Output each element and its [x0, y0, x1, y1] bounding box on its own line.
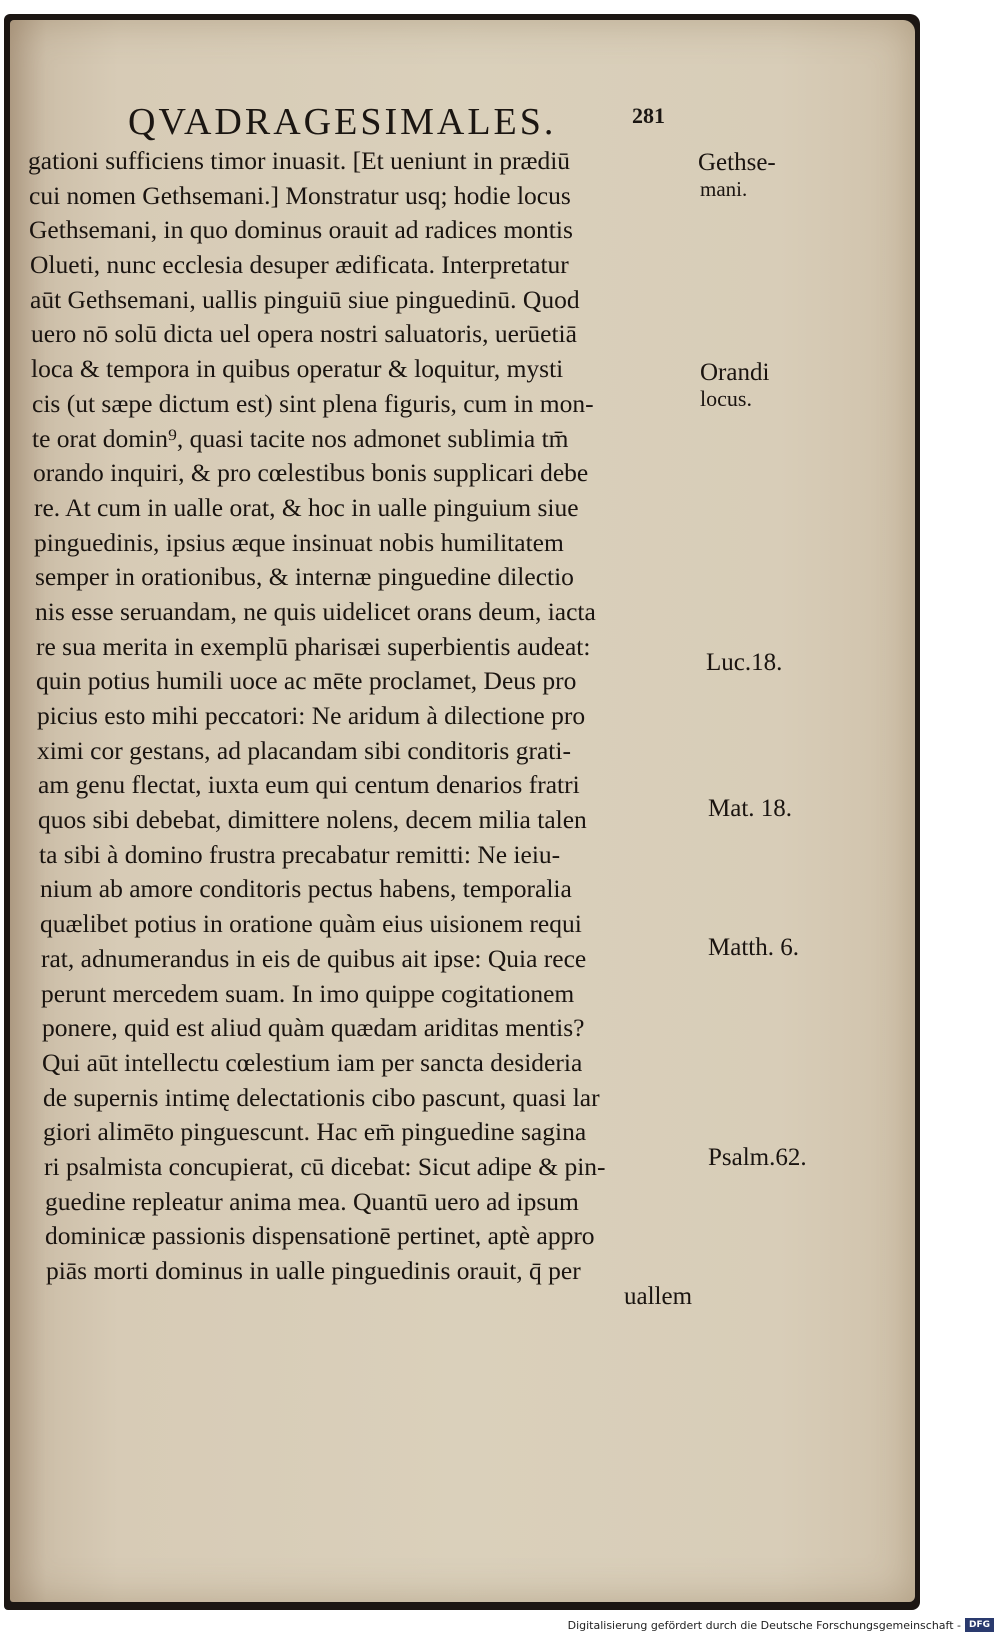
text-line: loca & tempora in quibus operatur & loquitur, mysti — [31, 354, 564, 384]
text-line: giori alimēto pinguescunt. Hac em̄ pinguedine sagina — [43, 1117, 587, 1147]
body-text — [28, 144, 718, 1289]
marginal-note-gethsemani — [698, 150, 776, 202]
text-line: nium ab amore conditoris pectus habens, temporalia — [40, 874, 572, 904]
text-line: Gethsemani, in quo dominus orauit ad radices montis — [29, 215, 573, 245]
marginal-line: Mat. 18. — [708, 795, 793, 822]
text-line: Olueti, nunc ecclesia desuper ædificata. Interpretatur — [30, 250, 569, 280]
text-line: semper in orationibus, & internæ pinguedine dilectio — [35, 562, 574, 592]
text-line: de supernis intimę delectationis cibo pascunt, quasi lar — [43, 1082, 600, 1112]
text-line: ximi cor gestans, ad placandam sibi conditoris grati- — [37, 735, 571, 765]
text-line: gationi sufficiens timor inuasit. [Et ueniunt in prædiū — [28, 146, 571, 175]
text-line: re sua merita in exemplū pharisæi superbientis audeat: — [36, 631, 591, 661]
marginal-note-luc — [706, 650, 782, 676]
text-line: picius esto mihi peccatori: Ne aridum à dilectione pro — [37, 701, 586, 730]
marginal-line: locus. — [700, 386, 752, 411]
text-line: aūt Gethsemani, uallis pinguiū siue pinguedinū. Quod — [30, 284, 580, 314]
text-line: Qui aūt intellectu cœlestium iam per sancta desideria — [42, 1047, 583, 1077]
folio-number: 281 — [632, 103, 665, 128]
text-line: am genu flectat, iuxta eum qui centum denarios fratri — [38, 770, 580, 800]
marginal-line: Orandi — [700, 359, 770, 386]
marginal-line: Matth. 6. — [708, 934, 799, 961]
text-line: cui nomen Gethsemani.] Monstratur usq; hodie locus — [29, 180, 571, 210]
digitization-credit — [568, 1618, 994, 1632]
marginal-line: Luc.18. — [706, 649, 783, 676]
text-line: rat, adnumerandus in eis de quibus ait ipse: Quia rece — [41, 943, 587, 973]
text-line: ta sibi à domino frustra precabatur remitti: Ne ieiu- — [39, 839, 561, 869]
text-line: ri psalmista concupierat, cū dicebat: Sicut adipe & pin- — [44, 1151, 606, 1181]
text-line: quos sibi debebat, dimittere nolens, decem milia talen — [38, 805, 587, 835]
text-line: dominicæ passionis dispensationē pertinet, aptè appro — [45, 1221, 595, 1251]
text-line: quin potius humili uoce ac mēte proclamet, Deus pro — [36, 666, 577, 696]
running-head: QVADRAGESIMALES. — [128, 101, 557, 143]
text-line: pinguedinis, ipsius æque insinuat nobis humilitatem — [34, 527, 564, 557]
marginal-line: Psalm.62. — [708, 1144, 807, 1171]
marginal-line: Gethse- — [698, 149, 776, 176]
text-line: re. At cum in ualle orat, & hoc in ualle pinguium siue — [34, 492, 579, 522]
text-line: orando inquiri, & pro cœlestibus bonis supplicari debe — [33, 458, 589, 488]
text-line: uero nō solū dicta uel opera nostri saluatoris, uerūetiā — [31, 319, 577, 349]
marginal-note-matth6 — [708, 935, 799, 961]
text-line: piās morti dominus in ualle pinguedinis orauit, q̄ per — [46, 1256, 581, 1285]
text-line: te orat domin⁹, quasi tacite nos admonet sublimia tm̄ — [32, 423, 569, 453]
text-line: nis esse seruandam, ne quis uidelicet orans deum, iacta — [35, 596, 596, 626]
dfg-logo: DFG — [965, 1618, 994, 1632]
text-line: ponere, quid est aliud quàm quædam ariditas mentis? — [42, 1013, 585, 1043]
text-line: cis (ut sæpe dictum est) sint plena figuris, cum in mon- — [32, 388, 594, 418]
marginal-note-orandi — [700, 360, 769, 412]
text-line: perunt mercedem suam. In imo quippe cogitationem — [41, 978, 575, 1008]
catchword: uallem — [624, 1283, 693, 1310]
text-line: quælibet potius in oratione quàm eius uisionem requi — [40, 909, 582, 939]
marginal-note-mat18 — [708, 796, 792, 822]
marginal-note-psalm62 — [708, 1145, 807, 1171]
marginal-line: mani. — [700, 177, 748, 201]
text-line: guedine repleatur anima mea. Quantū uero ad ipsum — [45, 1186, 579, 1216]
credit-text: Digitalisierung gefördert durch die Deutsche Forschungsgemeinschaft - — [567, 1618, 961, 1632]
